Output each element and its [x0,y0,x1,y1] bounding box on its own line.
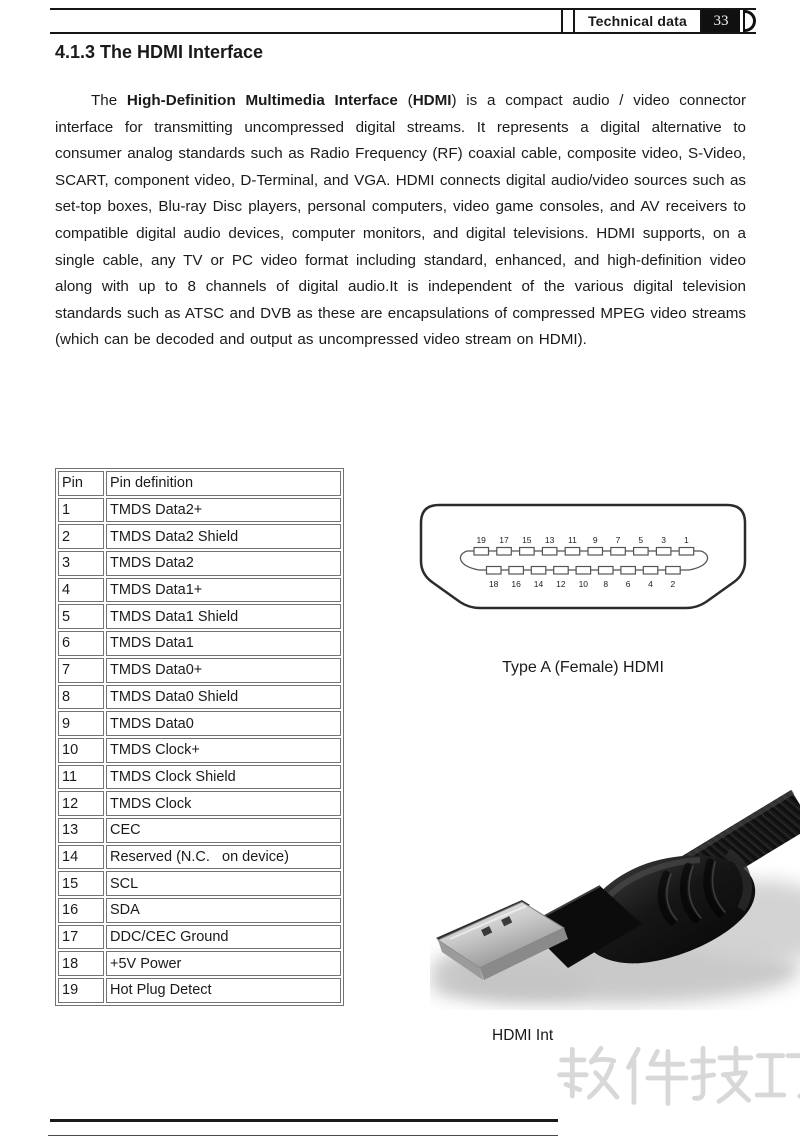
pin-box [634,548,649,556]
pin-number: 11 [567,535,577,545]
pin-box [474,548,489,556]
pin-number: 10 [578,579,589,589]
pin-definition-cell: TMDS Data1 [106,631,341,656]
pin-definition-cell: TMDS Clock Shield [106,765,341,790]
pin-definition-cell: TMDS Data1 Shield [106,604,341,629]
table-row [58,925,341,950]
pin-definition-cell: SDA [106,898,341,923]
watermark-glyph-1 [560,1048,617,1097]
section-title: 4.1.3 The HDMI Interface [55,42,264,62]
photo-shadow-left [430,968,590,1000]
pin-box [621,567,636,575]
pin-number: 17 [499,535,509,545]
table-row [58,658,341,683]
pin-number-cell: 9 [58,711,104,736]
pin-box [599,567,614,575]
pin-definition-cell: Pin definition [106,471,341,496]
table-row [58,978,341,1003]
pin-number-cell: 17 [58,925,104,950]
pin-number: 5 [638,535,644,545]
pin-number-cell: 7 [58,658,104,683]
pin-number-cell: 19 [58,978,104,1003]
table-row [58,898,341,923]
pin-number-cell: 15 [58,871,104,896]
pin-box [643,567,658,575]
table-row [58,871,341,896]
pin-number: 2 [670,579,676,589]
pin-box [679,548,694,556]
pin-number: 16 [511,579,521,589]
pin-definition-cell: CEC [106,818,341,843]
table-row [58,685,341,710]
pin-definition-cell: TMDS Data2+ [106,498,341,523]
footer-rule-thin [48,1135,558,1136]
pin-number: 8 [603,579,609,589]
pin-number-cell: 8 [58,685,104,710]
table-row [58,845,341,870]
pin-definition-cell: TMDS Clock+ [106,738,341,763]
pin-number-cell: 11 [58,765,104,790]
pin-box [487,567,502,575]
table-row [58,951,341,976]
table-row [58,791,341,816]
pin-definition-cell: TMDS Data0 Shield [106,685,341,710]
table-header-row [58,471,341,496]
pin-number-cell: 16 [58,898,104,923]
pin-definition-cell: TMDS Data1+ [106,578,341,603]
pin-number: 14 [533,579,544,589]
table-row [58,578,341,603]
page-header [50,8,756,34]
page-number-badge: 33 [702,10,740,32]
watermark-glyph-4 [757,1056,800,1097]
connector-caption: Type A (Female) HDMI [502,659,664,676]
pin-box [509,567,524,575]
pin-number: 15 [522,535,532,545]
pin-box [531,567,546,575]
pin-definition-cell: Hot Plug Detect [106,978,341,1003]
pin-number-cell: Pin [58,471,104,496]
pin-box [666,567,681,575]
pin-number-cell: 2 [58,524,104,549]
connector-outline [421,505,745,608]
pin-number-cell: 13 [58,818,104,843]
hdmi-cable-photo [430,782,800,1010]
header-section-label: Technical data [573,10,702,32]
pin-number: 6 [625,579,631,589]
table-row [58,711,341,736]
table-row [58,551,341,576]
pin-definition-cell: DDC/CEC Ground [106,925,341,950]
watermark-text [556,1044,800,1112]
pin-number: 12 [556,579,566,589]
pin-box [588,548,603,556]
pin-number-cell: 12 [58,791,104,816]
pin-definition-cell: Reserved (N.C. on device) [106,845,341,870]
watermark-glyph-2 [629,1049,686,1103]
table-row [58,765,341,790]
header-end-cap [743,10,756,32]
footer-rule-thick [50,1119,558,1122]
pin-number: 7 [615,535,621,545]
table-row [58,818,341,843]
pin-box [520,548,535,556]
header-divider [561,10,573,32]
pin-number-cell: 5 [58,604,104,629]
pin-definition-cell: TMDS Data2 [106,551,341,576]
body-paragraph [55,88,746,354]
pin-number: 19 [476,535,486,545]
pin-box [497,548,512,556]
connector-diagram [418,502,748,620]
pin-number: 13 [544,535,555,545]
pin-number-cell: 18 [58,951,104,976]
text-run: ) is a compact audio / video connector interface for transmitting uncompressed digital streams. It represents a digital alternative to consumer analog standards such as Radio Frequency (RF) coaxial cable, composite video, S-Video, SCART, component video, D-Terminal, and VGA. HDMI connects digital audio/video sources such as set-top boxes, Blu-ray Disc players, personal computers, video game consoles, and AV receivers to compatible digital audio devices, computer monitors, and digital televisions. HDMI supports, on a single cable, any TV or PC video format including standard, enhanced, and high-definition video along with up to 8 channels of digital audio.It is independent of the various digital television standards such as ATSC and DVB as these are encapsulations of compressed MPEG video streams (which can be decoded and output as uncompressed video stream on HDMI). [55,92,747,349]
cable-photo-svg [430,782,800,1010]
table-row [58,524,341,549]
pin-number: 1 [684,535,689,545]
pin-box [656,548,671,556]
pin-number-cell: 1 [58,498,104,523]
pin-definition-cell: TMDS Data0+ [106,658,341,683]
connector-diagram-svg [418,502,748,620]
pin-definition-cell: +5V Power [106,951,341,976]
pin-box [576,567,591,575]
pin-number: 3 [661,535,666,545]
table-row [58,498,341,523]
pin-definition-cell: TMDS Clock [106,791,341,816]
pin-number: 18 [488,579,499,589]
pin-box [542,548,557,556]
pin-definition-table [55,468,344,1006]
text-run: The [91,92,127,109]
pin-definition-cell: SCL [106,871,341,896]
watermark-glyph-3 [692,1048,750,1101]
pin-number-cell: 10 [58,738,104,763]
pin-number-cell: 4 [58,578,104,603]
pin-number-cell: 6 [58,631,104,656]
text-run: ( [397,92,413,109]
table-row [58,604,341,629]
pin-number: 4 [648,579,653,589]
table-row [58,631,341,656]
pin-number: 9 [592,535,598,545]
pin-box [611,548,626,556]
cable-caption: HDMI Int [492,1027,554,1044]
pin-number-cell: 14 [58,845,104,870]
pin-box [565,548,580,556]
bold-text-run: High-Definition Multimedia Interface [126,92,398,109]
header-rule [50,10,561,32]
bold-text-run: HDMI [412,92,452,109]
pin-number-cell: 3 [58,551,104,576]
table-row [58,738,341,763]
pin-box [554,567,569,575]
pin-definition-cell: TMDS Data0 [106,711,341,736]
pin-definition-cell: TMDS Data2 Shield [106,524,341,549]
watermark-svg [556,1044,800,1112]
